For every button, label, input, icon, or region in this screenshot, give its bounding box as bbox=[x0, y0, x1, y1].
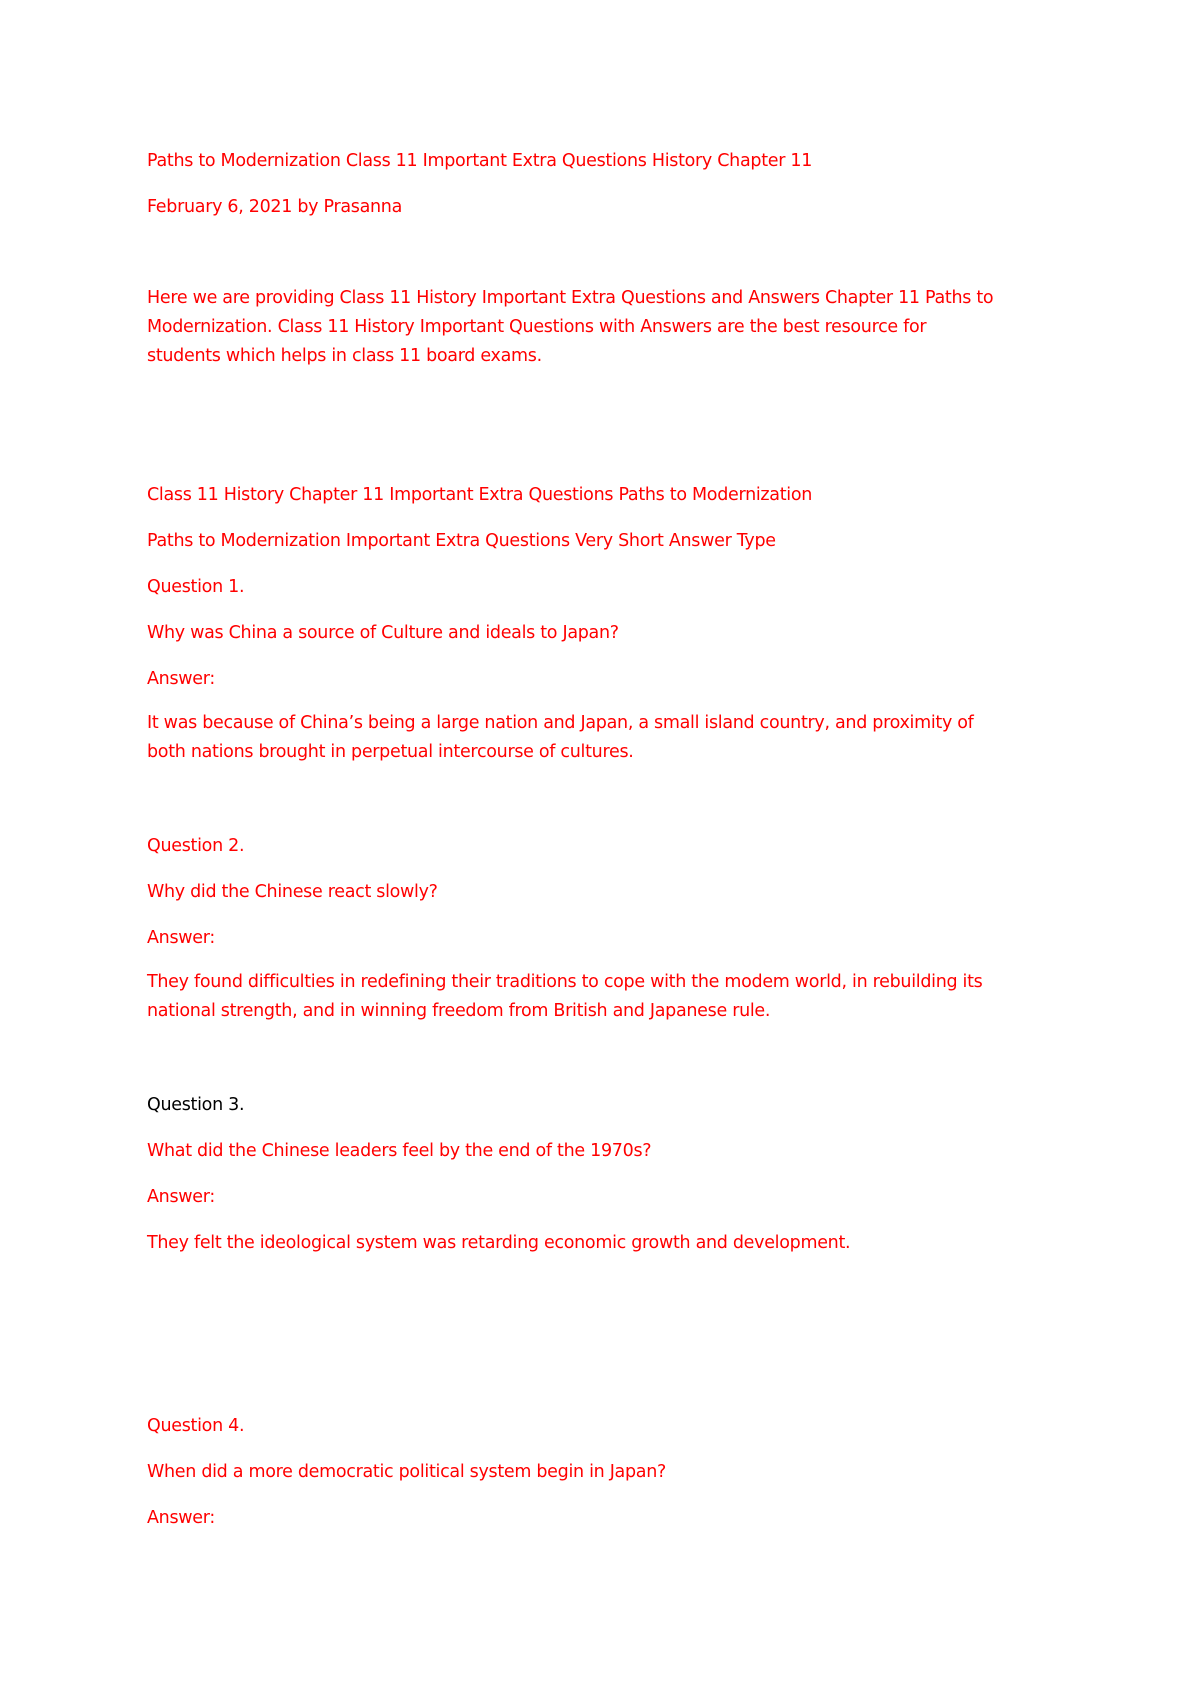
answer-line: both nations brought in perpetual intercourse of cultures. bbox=[147, 742, 634, 762]
intro-paragraph bbox=[147, 284, 1057, 371]
question-4-text: When did a more democratic political system begin in Japan? bbox=[147, 1462, 666, 1482]
question-2-text: Why did the Chinese react slowly? bbox=[147, 882, 438, 902]
answer-3-text: They felt the ideological system was retarding economic growth and development. bbox=[147, 1233, 851, 1253]
question-1-text: Why was China a source of Culture and ideals to Japan? bbox=[147, 623, 619, 643]
question-3-label: Question 3. bbox=[147, 1095, 245, 1115]
answer-line: It was because of China’s being a large nation and Japan, a small island country, and proximity of bbox=[147, 713, 974, 733]
answer-3-label: Answer: bbox=[147, 1187, 215, 1207]
section-heading: Class 11 History Chapter 11 Important Extra Questions Paths to Modernization bbox=[147, 485, 813, 505]
intro-line: Modernization. Class 11 History Important Questions with Answers are the best resource for bbox=[147, 317, 927, 337]
answer-4-label: Answer: bbox=[147, 1508, 215, 1528]
intro-line: Here we are providing Class 11 History Important Extra Questions and Answers Chapter 11 Paths to bbox=[147, 288, 994, 308]
answer-line: national strength, and in winning freedom from British and Japanese rule. bbox=[147, 1001, 771, 1021]
subsection-heading: Paths to Modernization Important Extra Questions Very Short Answer Type bbox=[147, 531, 776, 551]
answer-line: They found difficulties in redefining their traditions to cope with the modem world, in rebuilding its bbox=[147, 972, 983, 992]
question-3-text: What did the Chinese leaders feel by the end of the 1970s? bbox=[147, 1141, 652, 1161]
question-4-label: Question 4. bbox=[147, 1416, 245, 1436]
answer-1-label: Answer: bbox=[147, 669, 215, 689]
answer-2-label: Answer: bbox=[147, 928, 215, 948]
intro-line: students which helps in class 11 board exams. bbox=[147, 346, 542, 366]
answer-2-text bbox=[147, 968, 1057, 1026]
document-title: Paths to Modernization Class 11 Important Extra Questions History Chapter 11 bbox=[147, 151, 813, 171]
byline: February 6, 2021 by Prasanna bbox=[147, 197, 403, 217]
question-2-label: Question 2. bbox=[147, 836, 245, 856]
answer-1-text bbox=[147, 709, 1057, 767]
question-1-label: Question 1. bbox=[147, 577, 245, 597]
